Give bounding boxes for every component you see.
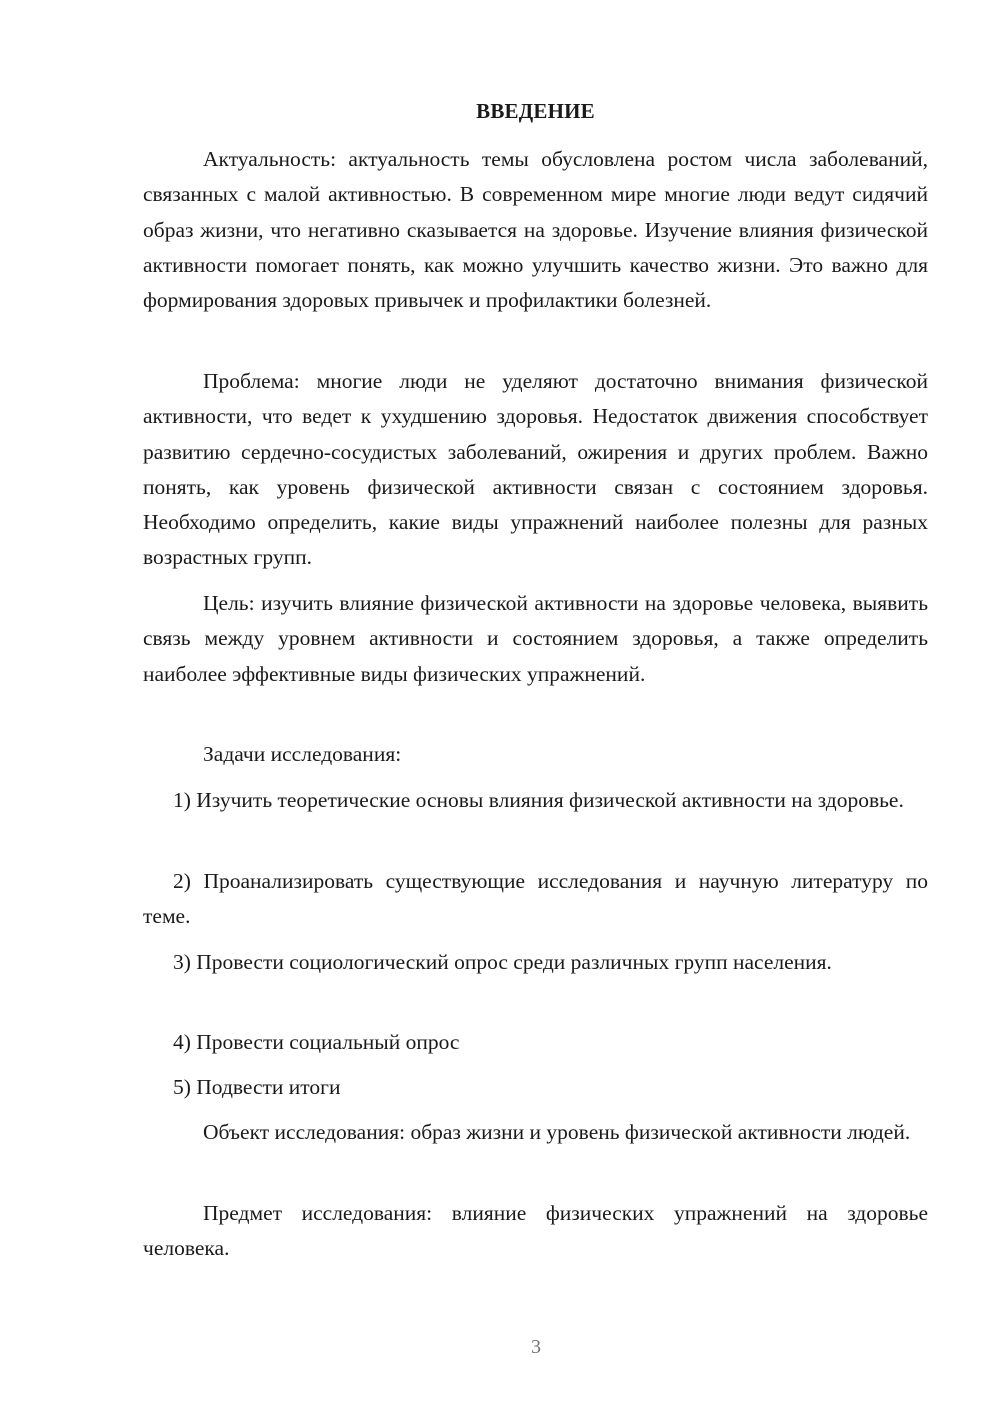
task-item: 4) Провести социальный опрос bbox=[173, 1030, 460, 1054]
problem-paragraph: Проблема: многие люди не уделяют достаточно внимания физической активности, что ведет к ухудшению здоровья. Недостаток движения способствует развитию сердечно-сосудистых заболеваний, ожирения и других проблем. Важно понять, как уровень физической активности связан с состоянием здоровья. Необходимо определить, какие виды упражнений наиболее полезны для разных возрастных групп. bbox=[143, 369, 928, 570]
task-item: 1) Изучить теоретические основы влияния физической активности на здоровье. bbox=[173, 788, 904, 812]
task-item: 2) Проанализировать существующие исследования и научную литературу по теме. bbox=[143, 869, 928, 929]
goal-paragraph: Цель: изучить влияние физической активности на здоровье человека, выявить связь между уровнем активности и состоянием здоровья, а также определить наиболее эффективные виды физических упражнений. bbox=[143, 591, 928, 686]
research-subject-paragraph: Предмет исследования: влияние физических упражнений на здоровье человека. bbox=[143, 1201, 928, 1261]
relevance-paragraph: Актуальность: актуальность темы обусловлена ростом числа заболеваний, связанных с малой активностью. В современном мире многие люди ведут сидячий образ жизни, что негативно сказывается на здоровье. Изучение влияния физической активности помогает понять, как можно улучшить качество жизни. Это важно для формирования здоровых привычек и профилактики болезней. bbox=[143, 147, 928, 313]
task-item: 5) Подвести итоги bbox=[173, 1075, 341, 1099]
page-title: ВВЕДЕНИЕ bbox=[476, 99, 595, 123]
page-number: 3 bbox=[531, 1336, 541, 1358]
tasks-heading: Задачи исследования: bbox=[203, 742, 402, 766]
research-object-paragraph: Объект исследования: образ жизни и уровень физической активности людей. bbox=[203, 1120, 911, 1144]
task-item: 3) Провести социологический опрос среди различных групп населения. bbox=[173, 950, 832, 974]
